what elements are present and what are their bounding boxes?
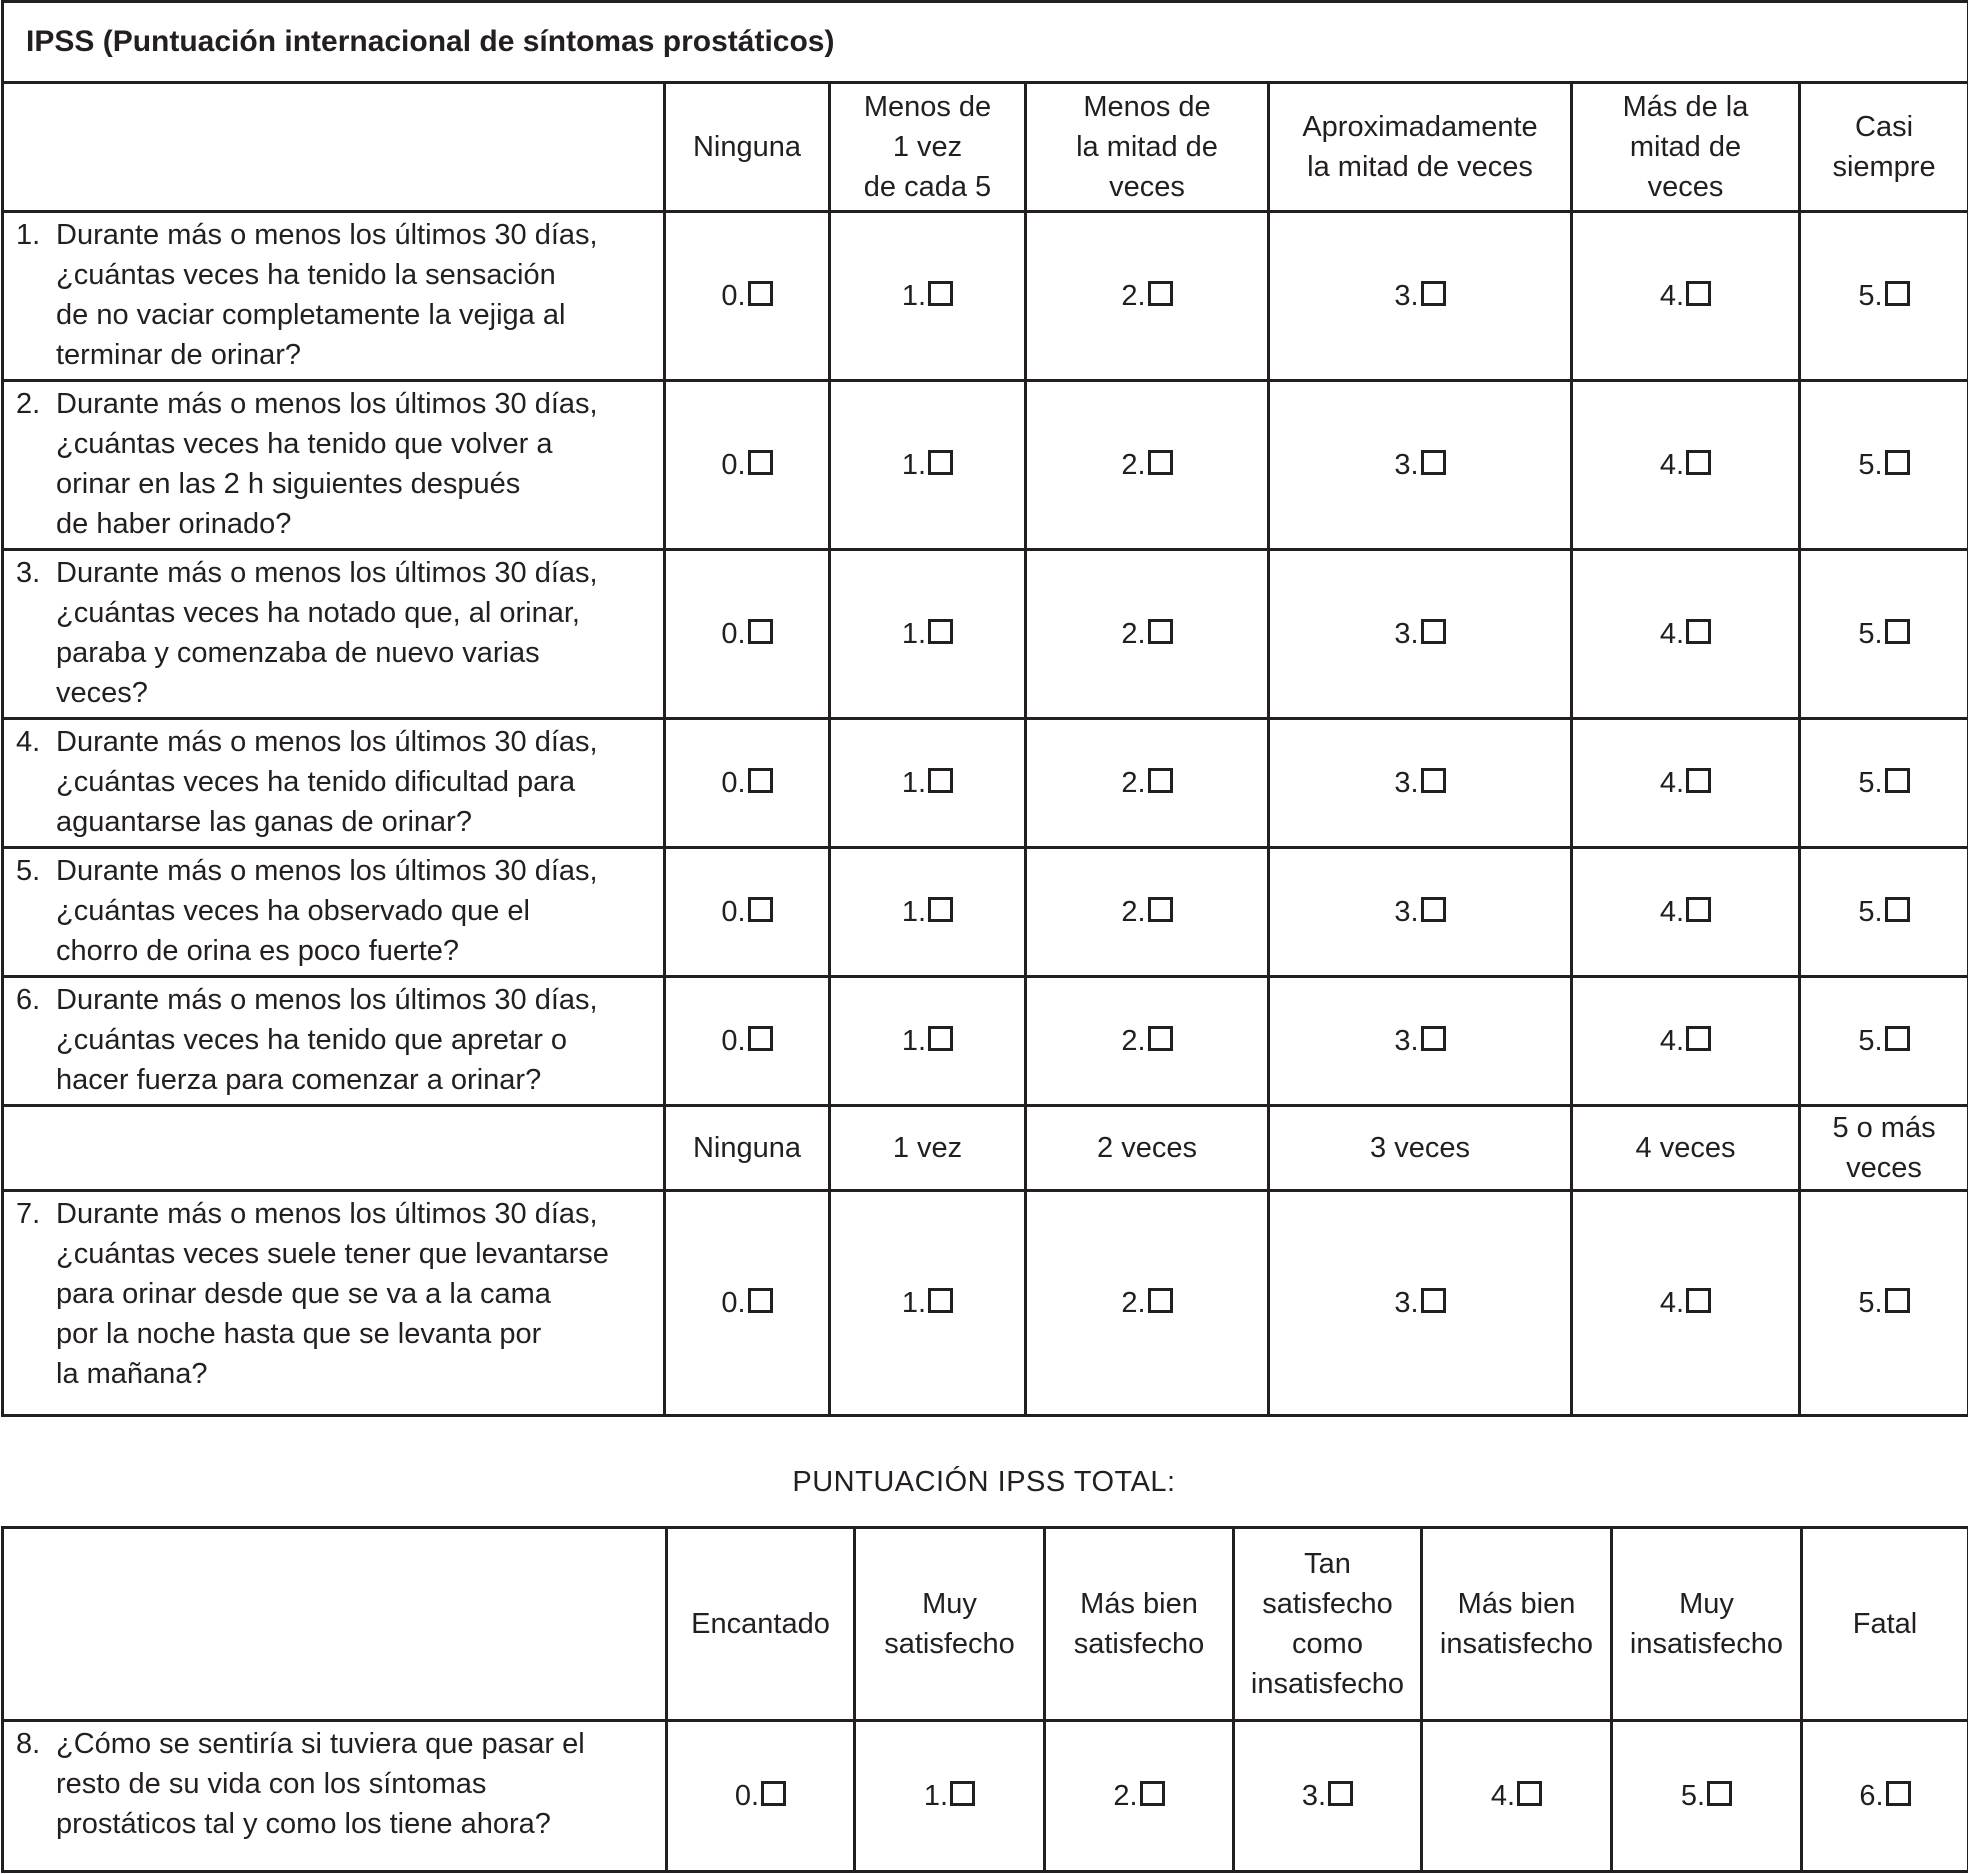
- answer-option[interactable]: [1269, 381, 1572, 550]
- checkbox[interactable]: [1686, 281, 1711, 306]
- question-row: [3, 1191, 1968, 1416]
- option-score: 1.: [923, 1780, 949, 1812]
- col-header: Encantado: [667, 1528, 855, 1721]
- checkbox[interactable]: [761, 1781, 786, 1806]
- option-score: 4.: [1659, 280, 1685, 312]
- answer-option[interactable]: [830, 977, 1026, 1106]
- answer-option[interactable]: [1800, 1191, 1968, 1416]
- answer-option[interactable]: [1800, 550, 1968, 719]
- answer-option[interactable]: [1800, 212, 1968, 381]
- option-score: 3.: [1394, 767, 1419, 799]
- checkbox[interactable]: [1886, 1781, 1911, 1806]
- answer-option[interactable]: [1045, 1721, 1234, 1872]
- question-text: Durante más o menos los últimos 30 días, ¿cuántas veces ha notado que, al orinar, paraba y comenzaba de nuevo varias veces?: [56, 557, 598, 709]
- option-score: 3.: [1394, 1025, 1419, 1057]
- option-score: 5.: [1680, 1780, 1706, 1812]
- option-score: 0.: [721, 1025, 746, 1057]
- col-header: 4 veces: [1572, 1106, 1800, 1191]
- question-text: Durante más o menos los últimos 30 días, ¿cuántas veces ha observado que el chorro de orina es poco fuerte?: [56, 855, 598, 967]
- answer-option[interactable]: [1234, 1721, 1422, 1872]
- answer-option[interactable]: [1612, 1721, 1802, 1872]
- answer-option[interactable]: [1026, 719, 1269, 848]
- question-text: Durante más o menos los últimos 30 días, ¿cuántas veces suele tener que levantarse para orinar desde que se va a la cama por la noche hasta que se levanta por la mañana?: [56, 1198, 609, 1390]
- nocturia-header-row: [3, 1106, 1968, 1191]
- option-score: 5.: [1858, 1025, 1883, 1057]
- header-blank-cell: [3, 83, 665, 212]
- checkbox[interactable]: [1140, 1781, 1165, 1806]
- question-row: [3, 848, 1968, 977]
- option-score: 5.: [1858, 280, 1883, 312]
- question-text-cell: [3, 381, 665, 550]
- col-header: Ninguna: [665, 83, 830, 212]
- answer-option[interactable]: [1572, 719, 1800, 848]
- option-score: 3.: [1394, 1287, 1419, 1319]
- col-header: 1 vez: [830, 1106, 1026, 1191]
- answer-option[interactable]: [830, 848, 1026, 977]
- answer-option[interactable]: [1269, 719, 1572, 848]
- quality-of-life-table: [1, 1526, 1968, 1873]
- question-text: Durante más o menos los últimos 30 días, ¿cuántas veces ha tenido que volver a orinar en las 2 h siguientes después de haber orinado?: [56, 388, 598, 540]
- question-row: [3, 212, 1968, 381]
- checkbox[interactable]: [1148, 1026, 1173, 1051]
- option-score: 0.: [721, 449, 746, 481]
- checkbox[interactable]: [928, 1026, 953, 1051]
- option-score: 2.: [1121, 896, 1146, 928]
- question-text-cell: [3, 848, 665, 977]
- frequency-header-row: [3, 83, 1968, 212]
- option-score: 3.: [1394, 449, 1419, 481]
- option-score: 4.: [1659, 767, 1685, 799]
- answer-option[interactable]: [1800, 381, 1968, 550]
- answer-option[interactable]: [667, 1721, 855, 1872]
- question-row: [3, 381, 1968, 550]
- form-title: IPSS (Puntuación internacional de síntomas prostáticos): [3, 2, 1968, 83]
- answer-option[interactable]: [665, 719, 830, 848]
- option-score: 0.: [721, 767, 746, 799]
- col-header: Menos de la mitad de veces: [1026, 83, 1269, 212]
- answer-option[interactable]: [830, 719, 1026, 848]
- checkbox[interactable]: [1148, 281, 1173, 306]
- checkbox[interactable]: [1421, 1288, 1446, 1313]
- checkbox[interactable]: [1686, 768, 1711, 793]
- option-score: 2.: [1121, 280, 1146, 312]
- checkbox[interactable]: [748, 281, 773, 306]
- question-text: Durante más o menos los últimos 30 días, ¿cuántas veces ha tenido la sensación de no vaciar completamente la vejiga al terminar de orinar?: [56, 219, 598, 371]
- option-score: 5.: [1858, 618, 1883, 650]
- option-score: 1.: [901, 618, 927, 650]
- option-score: 2.: [1113, 1780, 1138, 1812]
- question-text-cell: [3, 1721, 667, 1872]
- answer-option[interactable]: [1572, 550, 1800, 719]
- checkbox[interactable]: [928, 1288, 953, 1313]
- option-score: 3.: [1394, 280, 1419, 312]
- checkbox[interactable]: [1421, 450, 1446, 475]
- option-score: 1.: [901, 1025, 927, 1057]
- option-score: 0.: [734, 1780, 760, 1812]
- option-score: 4.: [1490, 1780, 1516, 1812]
- answer-option[interactable]: [665, 381, 830, 550]
- option-score: 1.: [901, 449, 927, 481]
- col-header: Ninguna: [665, 1106, 830, 1191]
- question-row: [3, 550, 1968, 719]
- checkbox[interactable]: [1148, 768, 1173, 793]
- answer-option[interactable]: [1026, 381, 1269, 550]
- question-number: 8.: [16, 1728, 41, 1760]
- option-score: 2.: [1121, 767, 1146, 799]
- checkbox[interactable]: [1421, 619, 1446, 644]
- option-score: 0.: [721, 1287, 746, 1319]
- checkbox[interactable]: [928, 768, 953, 793]
- option-score: 2.: [1121, 1287, 1146, 1319]
- question-row: [3, 977, 1968, 1106]
- answer-option[interactable]: [855, 1721, 1045, 1872]
- answer-option[interactable]: [1800, 848, 1968, 977]
- checkbox[interactable]: [748, 450, 773, 475]
- answer-option[interactable]: [1026, 550, 1269, 719]
- option-score: 4.: [1659, 1025, 1685, 1057]
- question-number: 7.: [16, 1198, 41, 1230]
- col-header: Menos de 1 vez de cada 5: [830, 83, 1026, 212]
- col-header: Aproximadamente la mitad de veces: [1269, 83, 1572, 212]
- checkbox[interactable]: [928, 450, 953, 475]
- checkbox[interactable]: [928, 281, 953, 306]
- option-score: 3.: [1301, 1780, 1327, 1812]
- option-score: 1.: [901, 896, 927, 928]
- answer-option[interactable]: [1269, 550, 1572, 719]
- answer-option[interactable]: [1269, 212, 1572, 381]
- answer-option[interactable]: [1572, 977, 1800, 1106]
- question-row: [3, 1721, 1968, 1872]
- answer-option[interactable]: [1572, 1191, 1800, 1416]
- col-header: Muy satisfecho: [855, 1528, 1045, 1721]
- ipss-symptom-table: [1, 0, 1968, 1417]
- option-score: 3.: [1394, 618, 1419, 650]
- option-score: 2.: [1121, 1025, 1146, 1057]
- checkbox[interactable]: [928, 619, 953, 644]
- qol-header-row: [3, 1528, 1968, 1721]
- question-text: Durante más o menos los últimos 30 días, ¿cuántas veces ha tenido dificultad para aguantarse las ganas de orinar?: [56, 726, 598, 838]
- checkbox[interactable]: [1686, 1288, 1711, 1313]
- question-text: ¿Cómo se sentiría si tuviera que pasar el resto de su vida con los síntomas prostáticos tal y como los tiene ahora?: [56, 1728, 585, 1840]
- checkbox[interactable]: [1885, 897, 1910, 922]
- option-score: 2.: [1121, 618, 1146, 650]
- col-header: Más de la mitad de veces: [1572, 83, 1800, 212]
- option-score: 1.: [901, 280, 927, 312]
- answer-option[interactable]: [665, 212, 830, 381]
- option-score: 6.: [1859, 1780, 1884, 1812]
- question-text-cell: [3, 1191, 665, 1416]
- checkbox[interactable]: [1148, 619, 1173, 644]
- question-number: 3.: [16, 557, 41, 589]
- checkbox[interactable]: [1885, 1026, 1910, 1051]
- checkbox[interactable]: [1707, 1781, 1732, 1806]
- question-number: 5.: [16, 855, 41, 887]
- answer-option[interactable]: [830, 212, 1026, 381]
- question-number: 4.: [16, 726, 41, 758]
- checkbox[interactable]: [1148, 450, 1173, 475]
- checkbox[interactable]: [1885, 768, 1910, 793]
- option-score: 0.: [721, 618, 746, 650]
- checkbox[interactable]: [1885, 1288, 1910, 1313]
- answer-option[interactable]: [1026, 212, 1269, 381]
- checkbox[interactable]: [748, 1026, 773, 1051]
- answer-option[interactable]: [1422, 1721, 1612, 1872]
- col-header: Fatal: [1802, 1528, 1968, 1721]
- checkbox[interactable]: [1421, 897, 1446, 922]
- checkbox[interactable]: [1885, 619, 1910, 644]
- checkbox[interactable]: [748, 768, 773, 793]
- option-score: 0.: [721, 280, 746, 312]
- checkbox[interactable]: [1421, 768, 1446, 793]
- col-header: Más bien satisfecho: [1045, 1528, 1234, 1721]
- option-score: 4.: [1659, 896, 1685, 928]
- checkbox[interactable]: [748, 897, 773, 922]
- answer-option[interactable]: [1026, 977, 1269, 1106]
- answer-option[interactable]: [1269, 1191, 1572, 1416]
- option-score: 4.: [1659, 618, 1685, 650]
- checkbox[interactable]: [1421, 281, 1446, 306]
- checkbox[interactable]: [1686, 897, 1711, 922]
- checkbox[interactable]: [1686, 1026, 1711, 1051]
- question-text: Durante más o menos los últimos 30 días, ¿cuántas veces ha tenido que apretar o hacer fuerza para comenzar a orinar?: [56, 984, 598, 1096]
- answer-option[interactable]: [1572, 212, 1800, 381]
- option-score: 2.: [1121, 449, 1146, 481]
- checkbox[interactable]: [1328, 1781, 1353, 1806]
- total-score-label: PUNTUACIÓN IPSS TOTAL:: [792, 1466, 1176, 1498]
- checkbox[interactable]: [1148, 1288, 1173, 1313]
- answer-option[interactable]: [830, 550, 1026, 719]
- question-row: [3, 719, 1968, 848]
- question-number: 6.: [16, 984, 41, 1016]
- question-text-cell: [3, 550, 665, 719]
- option-score: 5.: [1858, 896, 1883, 928]
- checkbox[interactable]: [1686, 450, 1711, 475]
- answer-option[interactable]: [665, 550, 830, 719]
- answer-option[interactable]: [665, 977, 830, 1106]
- col-header: 3 veces: [1269, 1106, 1572, 1191]
- checkbox[interactable]: [1885, 450, 1910, 475]
- answer-option[interactable]: [1572, 381, 1800, 550]
- answer-option[interactable]: [1572, 848, 1800, 977]
- checkbox[interactable]: [1421, 1026, 1446, 1051]
- question-number: 1.: [16, 219, 41, 251]
- col-header: 5 o más veces: [1800, 1106, 1968, 1191]
- answer-option[interactable]: [665, 848, 830, 977]
- answer-option[interactable]: [1269, 977, 1572, 1106]
- answer-option[interactable]: [1800, 719, 1968, 848]
- answer-option[interactable]: [1800, 977, 1968, 1106]
- answer-option[interactable]: [1026, 848, 1269, 977]
- col-header: Tan satisfecho como insatisfecho: [1234, 1528, 1422, 1721]
- col-header: Muy insatisfecho: [1612, 1528, 1802, 1721]
- checkbox[interactable]: [748, 619, 773, 644]
- option-score: 1.: [901, 767, 927, 799]
- answer-option[interactable]: [1026, 1191, 1269, 1416]
- option-score: 0.: [721, 896, 746, 928]
- header-blank-cell: [3, 1528, 667, 1721]
- checkbox[interactable]: [748, 1288, 773, 1313]
- checkbox[interactable]: [1148, 897, 1173, 922]
- col-header: 2 veces: [1026, 1106, 1269, 1191]
- checkbox[interactable]: [1885, 281, 1910, 306]
- option-score: 4.: [1659, 1287, 1685, 1319]
- question-number: 2.: [16, 388, 41, 420]
- col-header: Más bien insatisfecho: [1422, 1528, 1612, 1721]
- checkbox[interactable]: [1517, 1781, 1542, 1806]
- answer-option[interactable]: [1269, 848, 1572, 977]
- question-text-cell: [3, 719, 665, 848]
- answer-option[interactable]: [830, 381, 1026, 550]
- question-text-cell: [3, 977, 665, 1106]
- header-blank-cell: [3, 1106, 665, 1191]
- answer-option[interactable]: [1802, 1721, 1968, 1872]
- option-score: 1.: [901, 1287, 927, 1319]
- question-text-cell: [3, 212, 665, 381]
- checkbox[interactable]: [950, 1781, 975, 1806]
- checkbox[interactable]: [1686, 619, 1711, 644]
- option-score: 5.: [1858, 767, 1883, 799]
- answer-option[interactable]: [830, 1191, 1026, 1416]
- option-score: 5.: [1858, 449, 1883, 481]
- answer-option[interactable]: [665, 1191, 830, 1416]
- option-score: 4.: [1659, 449, 1685, 481]
- option-score: 3.: [1394, 896, 1419, 928]
- col-header: Casi siempre: [1800, 83, 1968, 212]
- option-score: 5.: [1858, 1287, 1883, 1319]
- checkbox[interactable]: [928, 897, 953, 922]
